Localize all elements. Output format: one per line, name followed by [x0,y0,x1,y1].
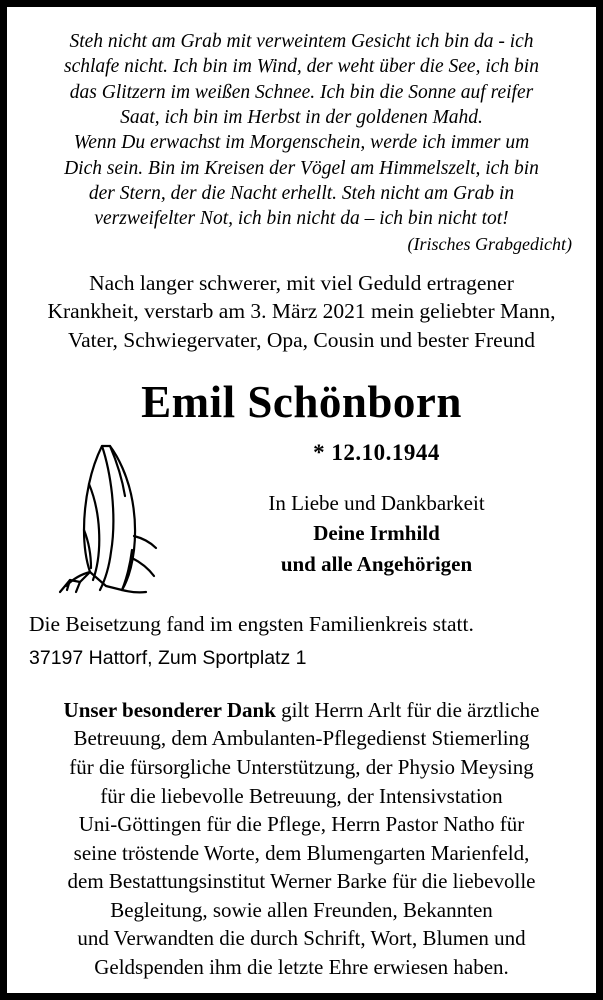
thanks-line: Begleitung, sowie allen Freunden, Bekannten [110,897,493,922]
thanks-line: für die liebevolle Betreuung, der Intensivstation [100,783,503,808]
dedication-line-2: Deine Irmhild [313,521,440,546]
thanks-line: seine tröstende Worte, dem Blumengarten Marienfeld, [73,840,530,865]
thanks-lead: Unser besonderer Dank [63,697,276,722]
poem-line: schlafe nicht. Ich bin im Wind, der weht über die See, ich bin [64,56,539,78]
poem-line: Wenn Du erwachst im Morgenschein, werde ich immer um [73,132,530,154]
poem-line: Saat, ich bin im Herbst in der goldenen Mahd. [120,107,483,129]
praying-hands-icon [29,434,179,600]
thanks-line: Betreuung, dem Ambulanten-Pflegedienst Stiemerling [73,726,530,751]
thanks-block [29,696,574,981]
thanks-line: Geldspenden ihm die letzte Ehre erwiesen haben. [94,954,509,979]
intro-line: Nach langer schwerer, mit viel Geduld ertragener [89,270,514,295]
thanks-line: dem Bestattungsinstitut Werner Barke für die liebevolle [67,869,536,894]
intro-text [29,269,574,354]
intro-line: Krankheit, verstarb am 3. März 2021 mein geliebter Mann, [47,299,556,324]
poem-line: das Glitzern im weißen Schnee. Ich bin die Sonne auf reifer [69,81,534,103]
deceased-name: Emil Schönborn [141,376,462,427]
poem-block [33,29,570,232]
obituary-content [7,7,596,993]
thanks-line: Uni-Göttingen für die Pflege, Herrn Pastor Natho für [78,812,525,837]
poem-line: Steh nicht am Grab mit verweintem Gesicht ich bin da - ich [69,31,534,52]
poem-line: verzweifelter Not, ich bin nicht da – ich bin nicht tot! [94,208,509,230]
poem-line: Dich sein. Bin im Kreisen der Vögel am Himmelszelt, ich bin [64,157,539,179]
intro-line: Vater, Schwiegervater, Opa, Cousin und bester Freund [68,327,535,352]
dedication-line-3: und alle Angehörigen [280,551,473,576]
poem-source: (Irisches Grabgedicht) [407,233,572,254]
birth-date: * 12.10.1944 [313,439,440,465]
dedication-line-1: In Liebe und Dankbarkeit [268,490,485,515]
thanks-line: für die fürsorgliche Unterstützung, der Physio Meysing [69,754,534,779]
thanks-line: und Verwandten die durch Schrift, Wort, Blumen und [77,926,526,951]
poem-line: der Stern, der die Nacht erhellt. Steh nicht am Grab in [88,183,515,205]
burial-text: Die Beisetzung fand im engsten Familienkreis statt. [29,611,474,636]
birth-and-dedication [179,434,574,579]
burial-address: 37197 Hattorf, Zum Sportplatz 1 [29,646,307,669]
middle-section [29,434,574,600]
thanks-lead-rest: gilt Herrn Arlt für die ärztliche [275,697,540,722]
thanks-first-line [29,696,574,725]
